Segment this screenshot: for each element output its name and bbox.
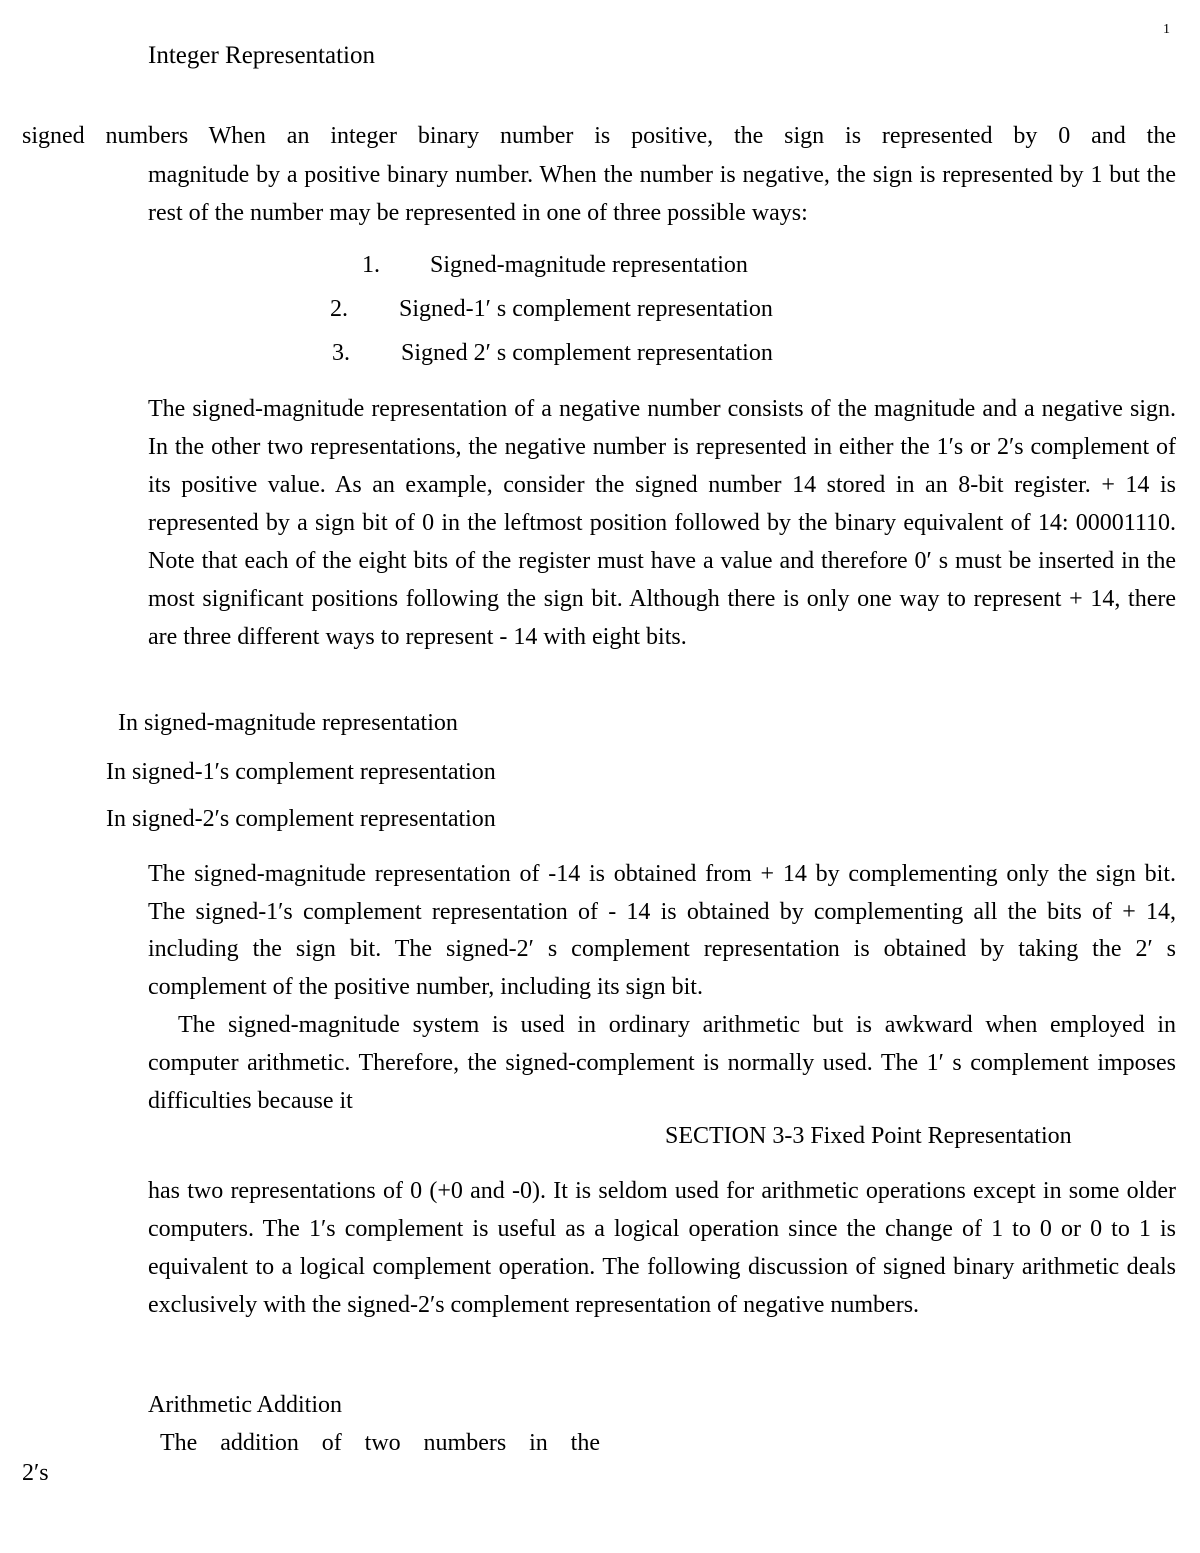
page-title: Integer Representation xyxy=(148,42,375,69)
section-header: SECTION 3-3 Fixed Point Representation xyxy=(665,1123,1072,1149)
body-paragraph-2: The signed-magnitude representation of -14 is obtained from + 14 by complementing only the sign bit. The signed-1′s complement representation of - 14 is obtained by complementing all the bits of + 14, including the sign bit. The signed-2′ s complement representation is obtained by taking the 2′ s complement of the positive number, including its sign bit. xyxy=(148,861,1176,1000)
list-item-label: Signed-magnitude representation xyxy=(430,252,748,278)
representation-line: In signed-magnitude representation xyxy=(118,710,458,736)
intro-paragraph xyxy=(22,117,1176,233)
intro-first-line: signed numbers When an integer binary number is positive, the sign is represented by 0 and the xyxy=(22,123,1176,149)
body-paragraph-1: The signed-magnitude representation of a negative number consists of the magnitude and a negative sign. In the other two representations, the negative number is represented in either the 1′s or 2′s complement of its positive value. As an example, consider the signed number 14 stored in an 8-bit register. + 14 is represented by a sign bit of 0 in the leftmost position followed by the binary equivalent of 14: 00001110. Note that each of the eight bits of the register must have a value and therefore 0′ s must be inserted in the most significant positions following the sign bit. Although there is only one way to represent + 14, there are three different ways to represent - 14 with eight bits. xyxy=(148,396,1176,650)
body-paragraph-3: The signed-magnitude system is used in ordinary arithmetic but is awkward when employed in computer arithmetic. Therefore, the signed-complement is normally used. The 1′ s complement imposes difficulties because it xyxy=(148,1012,1176,1114)
representation-line: In signed-2′s complement representation xyxy=(106,806,496,832)
addition-text: The addition of two numbers in the xyxy=(160,1430,600,1456)
bottom-left-text: 2′s xyxy=(22,1460,49,1486)
list-item-number: 2. xyxy=(330,296,348,322)
page-number: 1 xyxy=(1163,22,1170,37)
list-item-number: 1. xyxy=(362,252,380,278)
list-item-label: Signed 2′ s complement representation xyxy=(401,340,773,366)
intro-rest: magnitude by a positive binary number. When the number is negative, the sign is represented by 1 but the rest of the number may be represented in one of three possible ways: xyxy=(148,161,1176,226)
body-paragraph-4: has two representations of 0 (+0 and -0). It is seldom used for arithmetic operations except in some older computers. The 1′s complement is useful as a logical operation since the change of 1 to 0 or 0 to 1 is equivalent to a logical complement operation. The following discussion of signed binary arithmetic deals exclusively with the signed-2′s complement representation of negative numbers. xyxy=(148,1178,1176,1318)
representation-line: In signed-1′s complement representation xyxy=(106,759,496,785)
list-item-number: 3. xyxy=(332,340,350,366)
subheading-arithmetic-addition: Arithmetic Addition xyxy=(148,1392,342,1418)
list-item-label: Signed-1′ s complement representation xyxy=(399,296,773,322)
